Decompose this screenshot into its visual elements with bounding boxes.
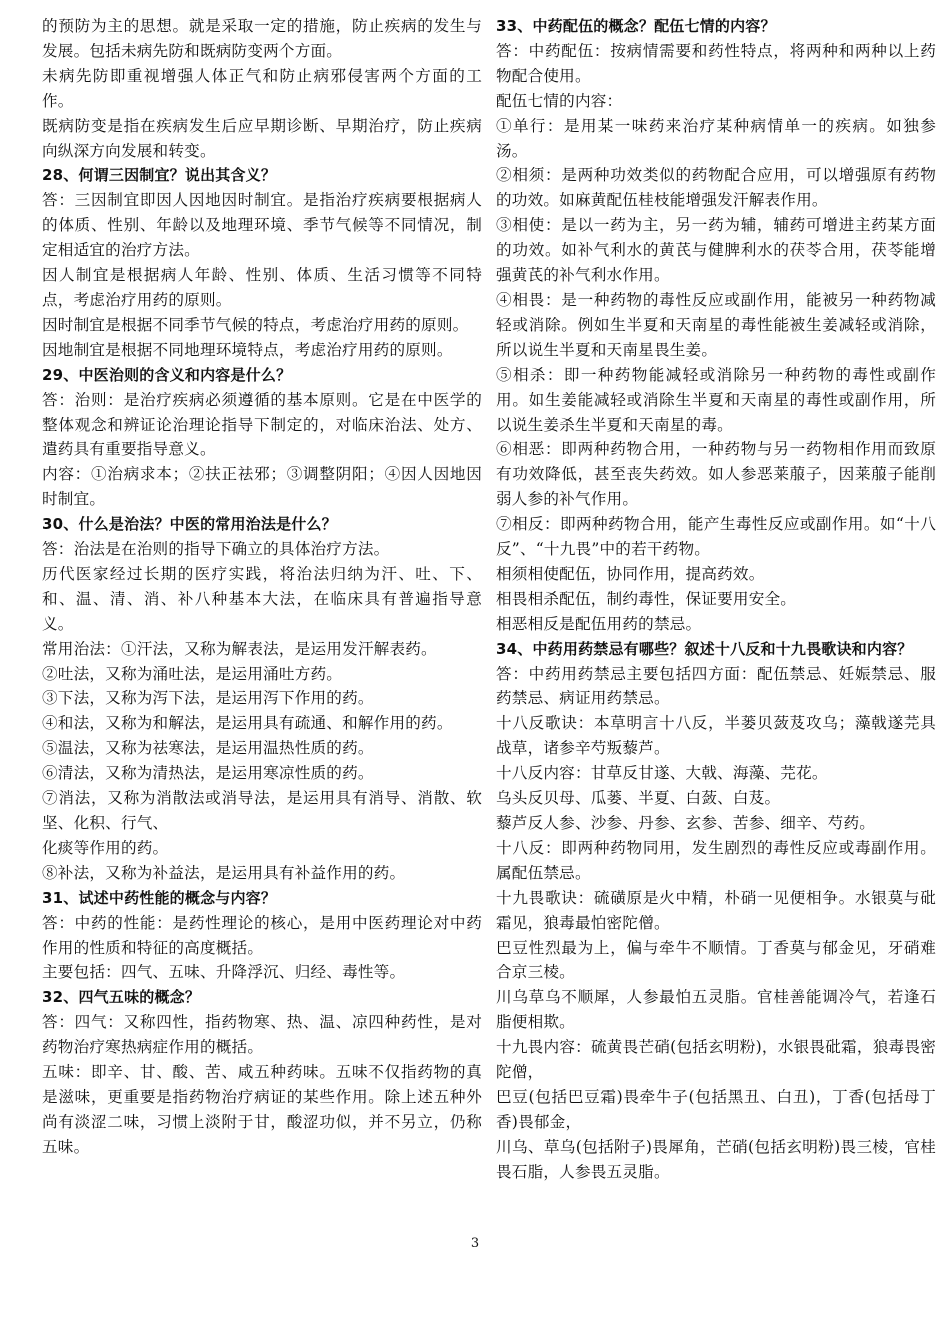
paragraph: 答：三因制宜即因人因地因时制宜。是指治疗疾病要根据病人的体质、性别、年龄以及地理环境、季节气候等不同情况，制定相适宜的治疗方法。: [42, 191, 482, 260]
paragraph: ①单行：是用某一味药来治疗某种病情单一的疾病。如独参汤。: [496, 116, 936, 160]
question-heading: 29、中医治则的含义和内容是什么？: [42, 365, 292, 384]
paragraph: ⑤温法，又称为祛寒法，是运用温热性质的药。: [42, 739, 374, 758]
paragraph: ③相使：是以一药为主，另一药为辅，辅药可增进主药某方面的功效。如补气利水的黄芪与健脾利水的茯苓合用，茯苓能增强黄芪的补气利水作用。: [496, 216, 936, 285]
paragraph: 答：四气：又称四性，指药物寒、热、温、凉四种药性，是对药物治疗寒热病症作用的概括。: [42, 1013, 482, 1057]
paragraph: 巴豆(包括巴豆霜)畏牵牛子(包括黑丑、白丑)，丁香(包括母丁香)畏郁金，: [496, 1087, 936, 1131]
paragraph: 十八反歌诀：本草明言十八反，半蒌贝蔹芨攻乌；藻戟遂芫具战草，诸参辛芍叛藜芦。: [496, 714, 936, 758]
paragraph: 十八反内容：甘草反甘遂、大戟、海藻、芫花。: [496, 764, 828, 783]
question-heading: 31、试述中药性能的概念与内容？: [42, 888, 277, 907]
paragraph: 巴豆性烈最为上，偏与牵牛不顺情。丁香莫与郁金见，牙硝难合京三棱。: [496, 938, 936, 982]
paragraph: 十九畏歌诀：硫磺原是火中精，朴硝一见便相争。水银莫与砒霜见，狼毒最怕密陀僧。: [496, 888, 936, 932]
paragraph: ②吐法，又称为涌吐法，是运用涌吐方药。: [42, 664, 343, 683]
paragraph: 因时制宜是根据不同季节气候的特点，考虑治疗用药的原则。: [42, 315, 469, 334]
paragraph: ⑦消法，又称为消散法或消导法，是运用具有消导、消散、软坚、化积、行气、: [42, 789, 482, 832]
paragraph: 答：治则：是治疗疾病必须遵循的基本原则。它是在中医学的整体观念和辨证论治理论指导下制定的，对临床治法、处方、遣药具有重要指导意义。: [42, 390, 482, 459]
paragraph: 十八反：即两种药物同用，发生剧烈的毒性反应或毒副作用。属配伍禁忌。: [496, 838, 936, 882]
left-column: [42, 14, 482, 1160]
paragraph: 乌头反贝母、瓜蒌、半夏、白蔹、白芨。: [496, 789, 781, 808]
paragraph: 既病防变是指在疾病发生后应早期诊断、早期治疗，防止疾病向纵深方向发展和转变。: [42, 116, 482, 160]
paragraph: ④相畏：是一种药物的毒性反应或副作用，能被另一种药物减轻或消除。例如生半夏和天南星的毒性能被生姜减轻或消除，所以说生半夏和天南星畏生姜。: [496, 290, 936, 359]
question-heading: 28、何谓三因制宜？说出其含义？: [42, 166, 277, 185]
question-heading: 30、什么是治法？中医的常用治法是什么？: [42, 515, 337, 534]
paragraph: ⑦相反：即两种药物合用，能产生毒性反应或副作用。如“十八反”、“十九畏”中的若干药物。: [496, 515, 936, 559]
paragraph: 常用治法：①汗法，又称为解表法，是运用发汗解表药。: [42, 639, 437, 658]
paragraph: ⑧补法，又称为补益法，是运用具有补益作用的药。: [42, 863, 406, 882]
question-heading: 34、中药用药禁忌有哪些？叙述十八反和十九畏歌诀和内容？: [496, 639, 913, 658]
paragraph: 历代医家经过长期的医疗实践，将治法归纳为汗、吐、下、和、温、清、消、补八种基本大法，在临床具有普遍指导意义。: [42, 564, 482, 633]
paragraph: 相须相使配伍，协同作用，提高药效。: [496, 564, 765, 583]
paragraph: ③下法，又称为泻下法，是运用泻下作用的药。: [42, 689, 374, 708]
paragraph: 答：治法是在治则的指导下确立的具体治疗方法。: [42, 540, 390, 559]
right-column: [496, 14, 936, 1185]
paragraph: 相恶相反是配伍用药的禁忌。: [496, 614, 702, 633]
paragraph: 配伍七情的内容：: [496, 91, 623, 110]
paragraph: ⑥相恶：即两种药物合用，一种药物与另一药物相作用而致原有功效降低，甚至丧失药效。如人参恶莱菔子，因莱菔子能削弱人参的补气作用。: [496, 440, 936, 509]
paragraph: 川乌草乌不顺犀，人参最怕五灵脂。官桂善能调冷气，若逢石脂便相欺。: [496, 988, 936, 1032]
paragraph: 十九畏内容：硫黄畏芒硝(包括玄明粉)，水银畏砒霜，狼毒畏密陀僧，: [496, 1038, 936, 1082]
paragraph: 川乌、草乌(包括附子)畏犀角，芒硝(包括玄明粉)畏三棱，官桂畏石脂，人参畏五灵脂。: [496, 1137, 936, 1181]
paragraph: 未病先防即重视增强人体正气和防止病邪侵害两个方面的工作。: [42, 66, 482, 110]
paragraph: 答：中药用药禁忌主要包括四方面：配伍禁忌、妊娠禁忌、服药禁忌、病证用药禁忌。: [496, 664, 936, 708]
paragraph: 主要包括：四气、五味、升降浮沉、归经、毒性等。: [42, 963, 406, 982]
paragraph: 答：中药的性能：是药性理论的核心，是用中医药理论对中药作用的性质和特征的高度概括。: [42, 913, 482, 957]
paragraph: ④和法，又称为和解法，是运用具有疏通、和解作用的药。: [42, 714, 453, 733]
paragraph: ⑤相杀：即一种药物能减轻或消除另一种药物的毒性或副作用。如生姜能减轻或消除生半夏和天南星的毒性或副作用，所以说生姜杀生半夏和天南星的毒。: [496, 365, 936, 434]
paragraph: ②相须：是两种功效类似的药物配合应用，可以增强原有药物的功效。如麻黄配伍桂枝能增强发汗解表作用。: [496, 166, 936, 210]
paragraph: 内容：①治病求本；②扶正祛邪；③调整阴阳；④因人因地因时制宜。: [42, 465, 482, 509]
paragraph: 因人制宜是根据病人年龄、性别、体质、生活习惯等不同特点，考虑治疗用药的原则。: [42, 266, 482, 309]
question-heading: 33、中药配伍的概念？配伍七情的内容？: [496, 17, 776, 35]
paragraph: 五味：即辛、甘、酸、苦、咸五种药味。五味不仅指药物的真是滋味，更重要是指药物治疗病证的某些作用。除上述五种外尚有淡涩二味，习惯上淡附于甘，酸涩功似，并不另立，仍称五味。: [42, 1063, 482, 1156]
page-number: 3: [470, 1236, 480, 1251]
paragraph: 因地制宜是根据不同地理环境特点，考虑治疗用药的原则。: [42, 340, 453, 359]
paragraph: ⑥清法，又称为清热法，是运用寒凉性质的药。: [42, 764, 374, 783]
paragraph: 相畏相杀配伍，制约毒性，保证要用安全。: [496, 589, 797, 608]
question-heading: 32、四气五味的概念？: [42, 988, 201, 1007]
paragraph: 化痰等作用的药。: [42, 838, 169, 857]
paragraph: 答：中药配伍：按病情需要和药性特点，将两种和两种以上药物配合使用。: [496, 41, 936, 85]
paragraph: 的预防为主的思想。就是采取一定的措施，防止疾病的发生与发展。包括未病先防和既病防变两个方面。: [42, 17, 482, 60]
paragraph: 藜芦反人参、沙参、丹参、玄参、苦参、细辛、芍药。: [496, 814, 876, 832]
